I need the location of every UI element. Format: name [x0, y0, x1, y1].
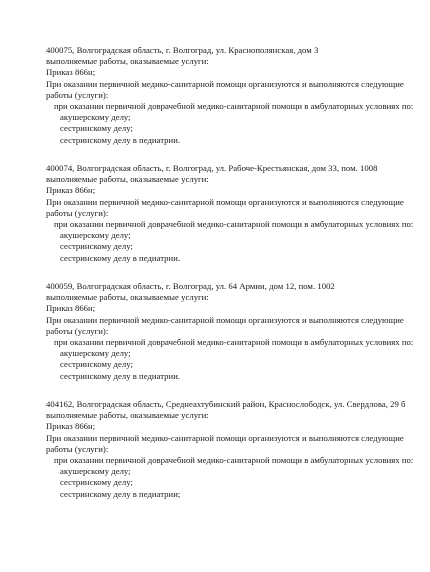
- license-entry-1: [46, 45, 416, 146]
- entry-primary-care: При оказании первичной медико-санитарной помощи организуются и выполняются следующие работы (услуги):: [46, 432, 404, 454]
- license-entry-3: [46, 281, 416, 382]
- entry-order: Приказ 866н;: [46, 67, 96, 78]
- entry-item: сестринскому делу в педиатрии.: [60, 134, 181, 145]
- entry-item: сестринскому делу;: [60, 123, 133, 134]
- entry-item: сестринскому делу;: [60, 477, 133, 488]
- entry-item: сестринскому делу в педиатрии.: [60, 370, 181, 381]
- entry-services-header: выполняемые работы, оказываемые услуги:: [46, 410, 209, 421]
- entry-services-header: выполняемые работы, оказываемые услуги:: [46, 56, 209, 67]
- entry-primary-care: При оказании первичной медико-санитарной помощи организуются и выполняются следующие работы (услуги):: [46, 196, 404, 218]
- entry-address: 400074, Волгоградская область, г. Волгоград, ул. Рабоче-Крестьянская, дом 33, пом. 1008: [46, 163, 378, 173]
- license-entry-4: [46, 399, 416, 500]
- entry-primary-care: При оказании первичной медико-санитарной помощи организуются и выполняются следующие работы (услуги):: [46, 314, 404, 336]
- entry-outpatient: при оказании первичной доврачебной медико-санитарной помощи в амбулаторных условиях по:: [54, 455, 414, 466]
- entry-order: Приказ 866н;: [46, 303, 96, 314]
- entry-services-header: выполняемые работы, оказываемые услуги:: [46, 174, 209, 185]
- entry-address: 400059, Волгоградская область, г. Волгоград, ул. 64 Армии, дом 12, пом. 1002: [46, 281, 335, 291]
- entry-outpatient: при оказании первичной доврачебной медико-санитарной помощи в амбулаторных условиях по:: [54, 219, 414, 230]
- entry-item: сестринскому делу в педиатрии.: [60, 252, 181, 263]
- entry-address: 404162, Волгоградская область, Среднеахтубинский район, Краснослободск, ул. Свердлова, 29 б: [46, 399, 406, 409]
- license-entry-2: [46, 163, 416, 264]
- entry-outpatient: при оказании первичной доврачебной медико-санитарной помощи в амбулаторных условиях по:: [54, 101, 414, 112]
- entry-order: Приказ 866н;: [46, 421, 96, 432]
- entry-order: Приказ 866н;: [46, 185, 96, 196]
- entry-item: акушерскому делу;: [60, 348, 131, 359]
- entry-item: акушерскому делу;: [60, 230, 131, 241]
- entry-primary-care: При оказании первичной медико-санитарной помощи организуются и выполняются следующие работы (услуги):: [46, 78, 404, 100]
- entry-item: сестринскому делу;: [60, 359, 133, 370]
- entry-address: 400075, Волгоградская область, г. Волгоград, ул. Краснополянская, дом 3: [46, 45, 319, 55]
- entry-item: акушерскому делу;: [60, 466, 131, 477]
- entry-outpatient: при оказании первичной доврачебной медико-санитарной помощи в амбулаторных условиях по:: [54, 337, 414, 348]
- entry-services-header: выполняемые работы, оказываемые услуги:: [46, 292, 209, 303]
- entry-item: сестринскому делу в педиатрии;: [60, 488, 181, 499]
- entry-item: сестринскому делу;: [60, 241, 133, 252]
- entry-item: акушерскому делу;: [60, 112, 131, 123]
